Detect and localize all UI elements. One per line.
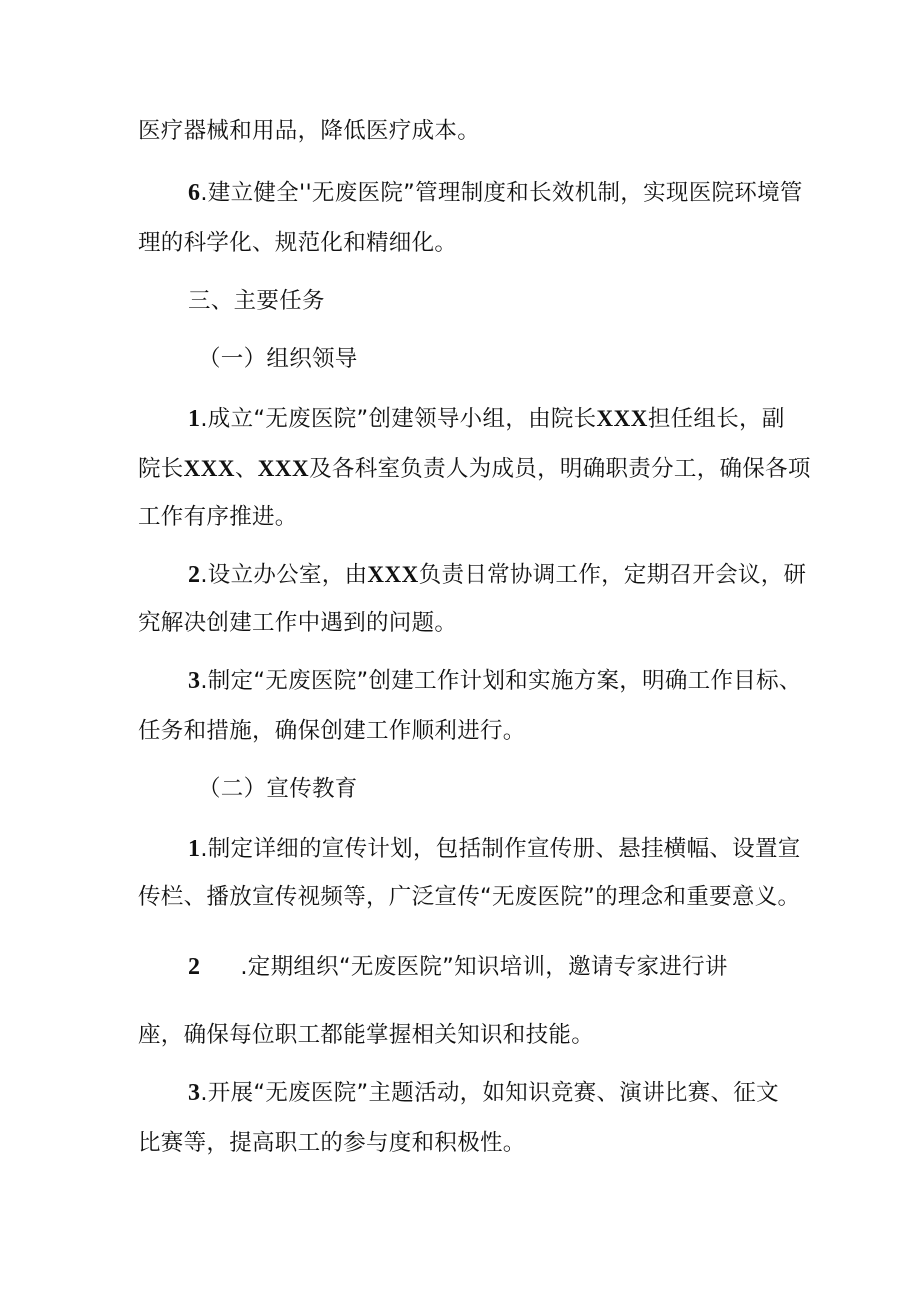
paragraph-text: 医疗器械和用品，降低医疗成本。 (138, 118, 481, 144)
item-text: 、 (234, 456, 258, 482)
list-item-2-line-1 (188, 560, 806, 590)
list-item-3-line-1 (188, 666, 802, 696)
item-text: 院长 (138, 456, 184, 482)
item-text: 究解决创建工作中遇到的问题。 (138, 610, 458, 636)
item-number: 3 (188, 668, 201, 694)
placeholder-name: XXX (183, 456, 235, 481)
list-item-1-line-1 (188, 404, 785, 434)
list-item-5-line-1 (188, 952, 728, 982)
item-number: 6 (188, 180, 201, 206)
list-item-1-line-2 (138, 454, 811, 484)
item-number: 2 (188, 954, 201, 980)
placeholder-name: XXX (367, 562, 419, 587)
item-text: .制定“无废医院”创建工作计划和实施方案，明确工作目标、 (200, 668, 802, 694)
item-text: .开展“无废医院”主题活动，如知识竞赛、演讲比赛、征文 (200, 1080, 779, 1106)
subsection-heading-text: （二）宣传教育 (198, 776, 358, 802)
item-number: 1 (188, 406, 201, 432)
placeholder-name: XXX (257, 456, 310, 481)
item-text: 比赛等，提高职工的参与度和积极性。 (138, 1130, 526, 1156)
list-item-2-line-2 (138, 608, 457, 638)
item-text: 工作有序推进。 (138, 504, 298, 530)
item-text: 座，确保每位职工都能掌握相关知识和技能。 (138, 1022, 595, 1048)
paragraph-continuation (138, 116, 480, 146)
item-text: 理的科学化、规范化和精细化。 (138, 230, 458, 256)
subsection-heading-text: （一）组织领导 (198, 346, 358, 372)
list-item-6-line-2 (138, 228, 457, 258)
item-text: 传栏、播放宣传视频等，广泛宣传“无废医院”的理念和重要意义。 (138, 884, 801, 910)
section-heading (188, 286, 325, 316)
list-item-6b-line-1 (188, 1078, 779, 1108)
item-text: 任务和措施，确保创建工作顺利进行。 (138, 718, 526, 744)
item-text: .成立“无废医院”创建领导小组，由院长 (200, 406, 597, 432)
subsection-heading-2 (198, 774, 358, 804)
item-number: 1 (188, 836, 201, 862)
item-text: .制定详细的宣传计划，包括制作宣传册、悬挂横幅、设置宣 (200, 836, 801, 862)
list-item-5-line-2 (138, 1020, 594, 1050)
placeholder-name: XXX (596, 406, 648, 431)
item-text: .设立办公室，由 (200, 562, 368, 588)
list-item-3-line-2 (138, 716, 526, 746)
section-heading-text: 三、主要任务 (188, 288, 325, 314)
item-text: .定期组织“无废医院”知识培训，邀请专家进行讲 (240, 954, 728, 980)
list-item-4-line-2 (138, 882, 800, 912)
list-item-6b-line-2 (138, 1128, 526, 1158)
item-number: 3 (188, 1080, 201, 1106)
item-text: 及各科室负责人为成员，明确职责分工，确保各项 (309, 456, 811, 482)
item-text: .建立健全''无废医院”管理制度和长效机制，实现医院环境管 (200, 180, 803, 206)
subsection-heading-1 (198, 344, 358, 374)
item-text: 担任组长，副 (647, 406, 785, 432)
list-item-6-line-1 (188, 178, 803, 208)
list-item-1-line-3 (138, 502, 298, 532)
item-text: 负责日常协调工作，定期召开会议，研 (418, 562, 807, 588)
item-number: 2 (188, 562, 201, 588)
list-item-4-line-1 (188, 834, 801, 864)
